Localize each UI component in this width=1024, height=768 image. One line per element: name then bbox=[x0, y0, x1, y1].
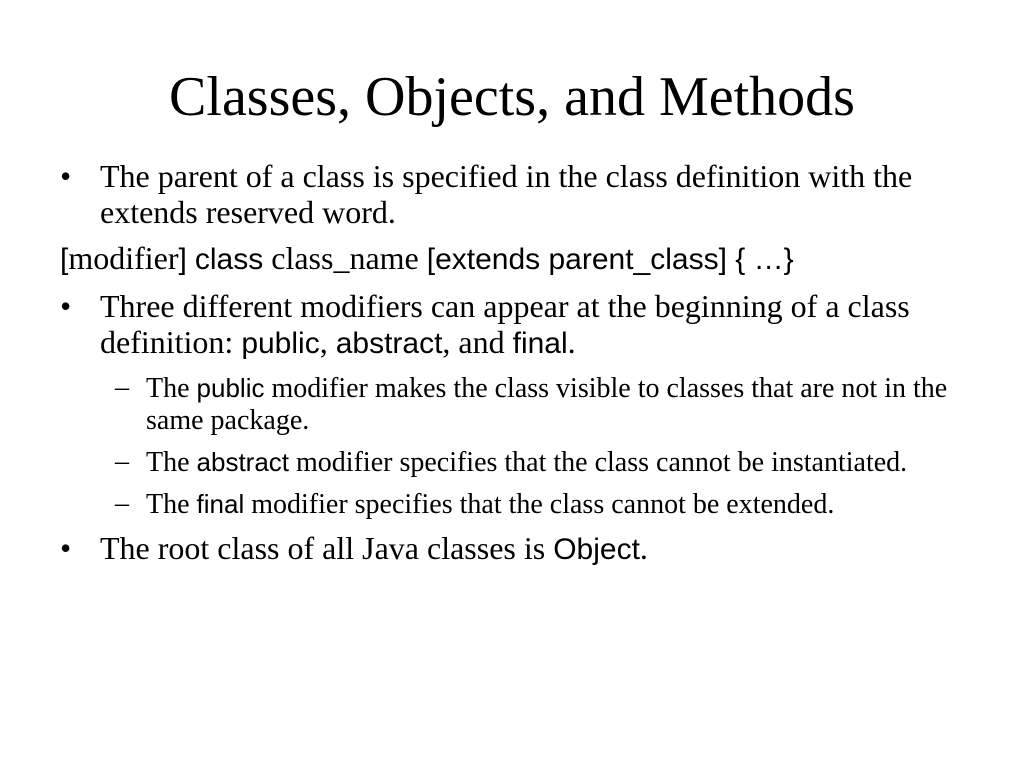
syntax-close-bracket: ] bbox=[178, 243, 187, 276]
sub-bullet-public bbox=[60, 372, 960, 437]
slide-body bbox=[60, 158, 960, 578]
period: . bbox=[639, 530, 648, 566]
dash-mark: – bbox=[115, 446, 129, 477]
slide-title: Classes, Objects, and Methods bbox=[169, 66, 855, 128]
sub-bullet-text bbox=[146, 372, 960, 437]
sub-bullet-text bbox=[146, 446, 960, 479]
keyword-abstract: abstract bbox=[335, 327, 443, 360]
keyword-object: Object bbox=[553, 533, 640, 566]
syntax-open-bracket: [ bbox=[60, 243, 69, 276]
period: . bbox=[567, 324, 576, 360]
syntax-modifier: modifier bbox=[68, 240, 179, 276]
keyword-final: final bbox=[196, 489, 245, 519]
bullet-mark: • bbox=[60, 530, 72, 566]
keyword-public: public bbox=[241, 327, 320, 360]
syntax-class-name: class_name bbox=[271, 240, 419, 276]
sub-before: The bbox=[146, 489, 197, 520]
bullet-mark: • bbox=[60, 288, 72, 324]
dash-mark: – bbox=[115, 488, 129, 519]
sub-bullet-text bbox=[146, 488, 960, 521]
bullet-root-class bbox=[60, 530, 960, 568]
dash-mark: – bbox=[115, 372, 129, 403]
sub-bullet-abstract bbox=[60, 446, 960, 479]
sub-after: modifier makes the class visible to classes that are not in the same package. bbox=[146, 373, 948, 436]
class-syntax-line bbox=[60, 240, 960, 278]
syntax-extends-part: [extends parent_class] { …} bbox=[426, 243, 794, 276]
bullet-text bbox=[100, 288, 960, 362]
root-class-intro: The root class of all Java classes is bbox=[100, 530, 554, 566]
separator: , bbox=[319, 324, 336, 360]
sub-before: The bbox=[146, 373, 197, 404]
sub-bullet-final bbox=[60, 488, 960, 521]
bullet-text: The parent of a class is specified in the class definition with the extends reserved word. bbox=[100, 158, 913, 230]
keyword-public: public bbox=[196, 373, 265, 403]
modifiers-intro: Three different modifiers can appear at the beginning of a class definition: bbox=[100, 288, 910, 360]
keyword-final: final bbox=[512, 327, 568, 360]
sub-after: modifier specifies that the class cannot be extended. bbox=[244, 489, 835, 520]
sub-before: The bbox=[146, 447, 197, 478]
bullet-modifiers bbox=[60, 288, 960, 362]
bullet-mark: • bbox=[60, 158, 72, 194]
bullet-parent-class bbox=[60, 158, 960, 230]
bullet-text bbox=[100, 530, 960, 568]
sub-after: modifier specifies that the class cannot be instantiated. bbox=[289, 447, 908, 478]
syntax-class-keyword: class bbox=[194, 243, 264, 276]
keyword-abstract: abstract bbox=[196, 447, 290, 477]
separator: , and bbox=[442, 324, 513, 360]
